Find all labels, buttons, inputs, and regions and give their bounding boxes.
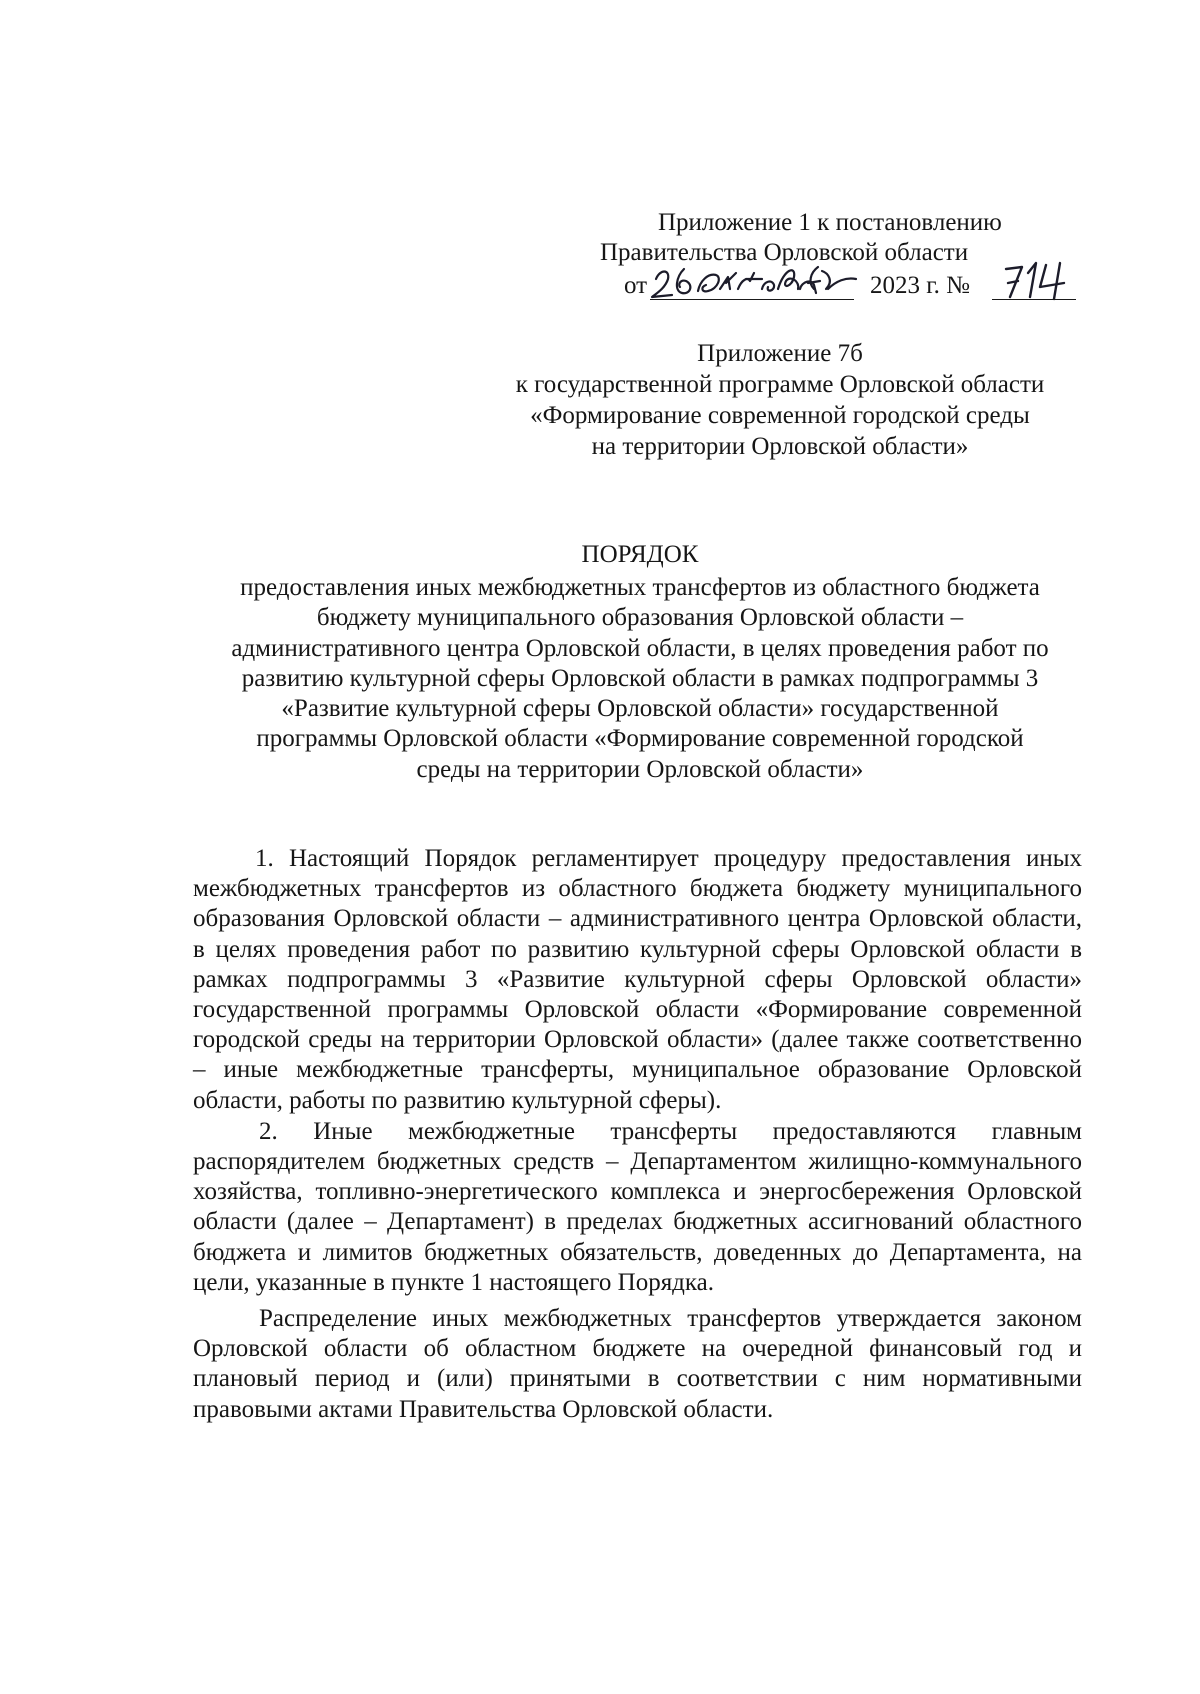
handwritten-number (1002, 257, 1074, 303)
date-prefix: от (624, 272, 648, 299)
subtitle-line: развитию культурной сферы Орловской области в рамках подпрограммы 3 (241, 664, 1039, 692)
document-body (193, 844, 1082, 1425)
date-year-number-label: 2023 г. № (870, 272, 971, 299)
date-underline (650, 299, 854, 300)
subtitle-line: бюджету муниципального образования Орловской области – (316, 604, 964, 632)
reference-line: «Формирование современной городской среды (530, 402, 1030, 429)
number-underline (992, 299, 1076, 300)
subtitle-line: программы Орловской области «Формирование современной городской (256, 725, 1024, 753)
appendix-date-line (624, 271, 1064, 305)
paragraph-2: 2. Иные межбюджетные трансферты предоставляются главным распорядителем бюджетных средств – Департаментом жилищно-коммунального хозяйства, топливно-энергетического комплекса и энергосбережения Орловской области (далее – Департамент) в пределах бюджетных ассигнований областного бюджета и лимитов бюджетных обязательств, доведенных до Департамента, на цели, указанные в пункте 1 настоящего Порядка. (193, 1117, 1082, 1296)
document-title: ПОРЯДОК (581, 541, 699, 568)
reference-line: на территории Орловской области» (591, 433, 969, 460)
reference-line: Приложение 7б (697, 340, 863, 367)
handwritten-date (650, 259, 858, 303)
appendix-line-2: Правительства Орловской области (600, 239, 969, 266)
subtitle-line: «Развитие культурной сферы Орловской области» государственной (281, 695, 999, 723)
paragraph-3: Распределение иных межбюджетных трансфертов утверждается законом Орловской области об областном бюджете на очередной финансовый год и плановый период и (или) принятыми в соответствии с ним нормативными правовыми актами Правительства Орловской области. (193, 1305, 1082, 1423)
paragraph-1: 1. Настоящий Порядок регламентирует процедуру предоставления иных межбюджетных трансфертов из областного бюджета бюджету муниципального образования Орловской области – административного центра Орловской области, в целях проведения работ по развитию культурной сферы Орловской области в рамках подпрограммы 3 «Развитие культурной сферы Орловской области» государственной программы Орловской области «Формирование современной городской среды на территории Орловской области» (далее также соответственно – иные межбюджетные трансферты, муниципальное образование Орловской области, работы по развитию культурной сферы). (193, 845, 1082, 1114)
appendix-line-1: Приложение 1 к постановлению (658, 209, 1002, 236)
subtitle-line: среды на территории Орловской области» (416, 755, 864, 783)
reference-line: к государственной программе Орловской области (515, 371, 1045, 398)
document-subtitle (190, 573, 1090, 785)
program-reference (470, 338, 1090, 462)
subtitle-line: административного центра Орловской области, в целях проведения работ по (231, 634, 1049, 662)
subtitle-line: предоставления иных межбюджетных трансфертов из областного бюджета (240, 574, 1040, 601)
